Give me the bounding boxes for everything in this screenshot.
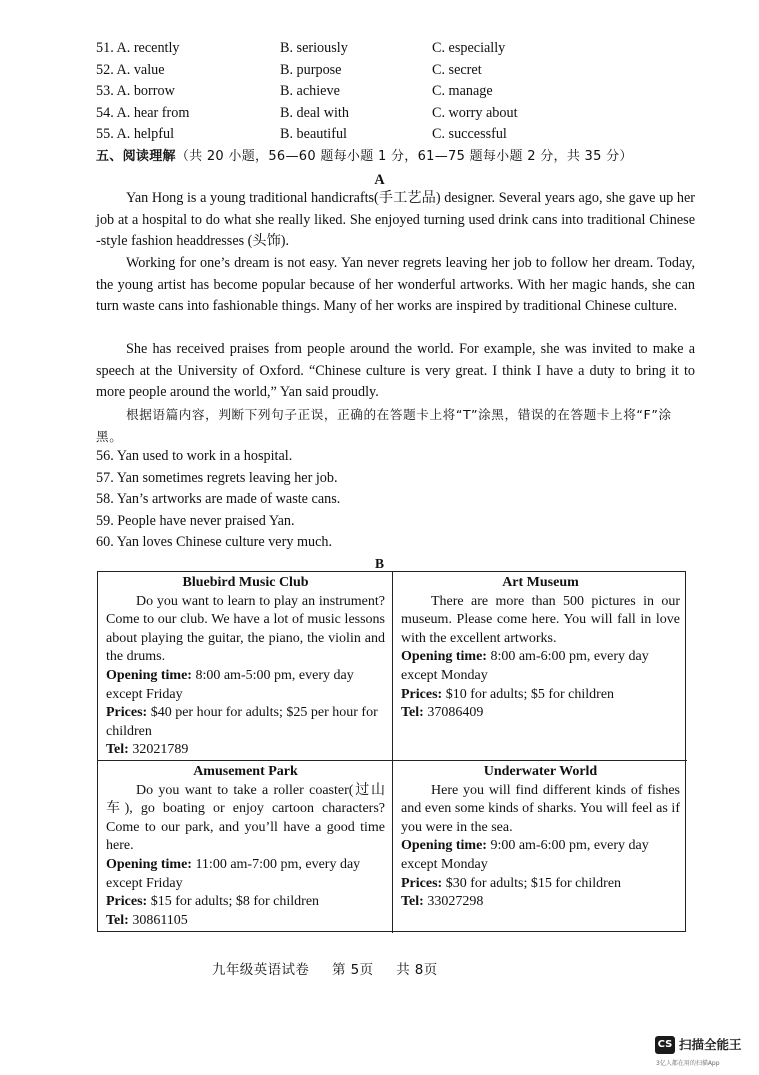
option-c: C. manage [432,83,493,100]
ad-opening-label: Opening time: [401,838,487,854]
ad-opening-value: 8:00 am-5:00 pm, every day except Friday [106,667,354,702]
scanner-logo-icon: CS [655,1036,675,1054]
option-a: 52. A. value [96,61,165,78]
ad-opening [401,837,680,874]
ad-opening [106,856,385,893]
ad-description: Here you will find different kinds of fishes and even some kinds of sharks. You will feel as if you were in the sea. [401,782,680,835]
ad-title: Amusement Park [193,764,298,779]
option-c: C. secret [432,61,482,78]
ad-tel-label: Tel: [401,705,424,721]
ad-tel [106,741,385,760]
statement-item: 56. Yan used to work in a hospital. [96,448,293,464]
ad-prices-label: Prices: [106,894,148,910]
statement-item: 59. People have never praised Yan. [96,512,295,529]
judgement-instruction: 根据语篇内容，判断下列句子正误，正确的在答题卡上将“T”涂黑，错误的在答题卡上将“F”涂黑。 [96,407,672,444]
ad-cell-amusement-park [98,761,393,933]
ad-prices-value: $40 per hour for adults; $25 per hour for children [106,705,378,739]
ad-prices [106,704,385,741]
footer-page-number: 第 5页 [332,962,374,978]
ad-opening-label: Opening time: [106,856,192,872]
ad-description: Do you want to take a roller coaster(过山车), go boating or enjoy cartoon characters? Come to our park, and you’ll have a good time here. [106,782,385,854]
ad-prices-value: $15 for adults; $8 for children [147,894,320,910]
option-c: C. worry about [432,104,518,121]
ad-tel [106,912,385,931]
ad-tel-value: 37086409 [423,705,484,721]
option-a: 51. A. recently [96,40,180,56]
section-note: （共 20 小题，56—60 题每小题 1 分，61—75 题每小题 2 分，共 35 分） [175,149,633,164]
option-a: 54. A. hear from [96,104,190,121]
option-row [96,103,716,125]
ad-cell-underwater-world [393,761,687,933]
option-row [96,60,716,82]
passage-a-title: A [374,172,385,188]
ad-title: Bluebird Music Club [182,575,309,590]
ad-opening-value: 9:00 am-6:00 pm, every day except Monday [401,838,649,872]
option-b: B. purpose [280,61,342,78]
ad-opening-value: 8:00 am-6:00 pm, every day except Monday [401,649,649,683]
ad-cell-art-museum [393,572,687,761]
ad-title: Art Museum [502,575,579,590]
ad-opening [106,667,385,704]
ad-tel-value: 33027298 [423,894,484,910]
ad-tel-label: Tel: [106,912,129,928]
ad-tel-label: Tel: [401,894,424,910]
page-footer [212,960,456,982]
option-b: B. beautiful [280,126,347,143]
ad-prices [106,893,385,912]
option-b: B. achieve [280,83,340,100]
ad-opening-label: Opening time: [106,667,192,683]
ad-prices-label: Prices: [401,686,443,702]
footer-paper-name: 九年级英语试卷 [212,962,310,978]
ad-prices-label: Prices: [106,705,148,721]
statement-item: 57. Yan sometimes regrets leaving her job. [96,469,338,486]
ad-table [97,571,686,932]
scanner-name: 扫描全能王 [679,1037,742,1052]
scanner-tagline: 3亿人都在用的扫描App [656,1060,720,1067]
ad-opening [401,648,680,685]
section-title: 五、阅读理解 [96,149,176,164]
option-c: C. especially [432,40,506,56]
option-row [96,81,716,103]
ad-tel-value: 32021789 [128,742,189,758]
passage-b-title: B [374,556,384,571]
ad-title: Underwater World [483,764,598,779]
ad-description: Do you want to learn to play an instrument? Come to our club. We have a lot of music lessons about playing the guitar, the piano, the violin and the drums. [106,593,385,665]
passage-a-paragraph: Yan Hong is a young traditional handicrafts(手工艺品) designer. Several years ago, she gave up her job at a hospital to do what she really liked. She enjoyed turning used drink cans into traditional Chinese -style fashion headdresses (头饰). [96,190,695,249]
statement-item: 60. Yan loves Chinese culture very much. [96,534,333,551]
ad-prices-value: $10 for adults; $5 for children [442,686,615,702]
option-list [96,38,716,146]
section-heading [96,146,736,168]
ad-opening-label: Opening time: [401,649,487,665]
option-c: C. successful [432,126,507,143]
ad-prices-label: Prices: [401,875,443,891]
ad-prices [401,875,680,894]
option-row [96,124,716,146]
option-row [96,38,716,60]
passage-a-paragraph: She has received praises from people around the world. For example, she was invited to make a speech at the University of Oxford. “Chinese culture is very great. I think I have a duty to bring it to more people around the world,” Yan said proudly. [96,341,695,400]
ad-prices-value: $30 for adults; $15 for children [442,875,622,891]
ad-opening-value: 11:00 am-7:00 pm, every day except Friday [106,856,361,891]
ad-tel-label: Tel: [106,742,129,758]
statement-list [96,446,696,554]
ad-tel-value: 30861105 [128,912,188,928]
statement-item: 58. Yan’s artworks are made of waste cans. [96,491,341,508]
option-b: B. deal with [280,104,349,121]
footer-total-pages: 共 8页 [396,962,438,978]
ad-prices [401,686,680,705]
option-a: 53. A. borrow [96,83,175,100]
ad-cell-music-club [98,572,393,761]
passage-a-paragraph: Working for one’s dream is not easy. Yan never regrets leaving her job to follow her dream. Today, the young artist has become popular because of her wonderful artworks. With her magic hands, she can turn waste cans into fashionable things. Many of her works are inspired by traditional Chinese culture. [96,255,695,314]
ad-description: There are more than 500 pictures in our museum. Please come here. You will fall in love with the excellent artworks. [401,593,680,646]
option-b: B. seriously [280,40,348,56]
option-a: 55. A. helpful [96,126,175,143]
ad-tel [401,704,680,723]
ad-tel [401,893,680,912]
